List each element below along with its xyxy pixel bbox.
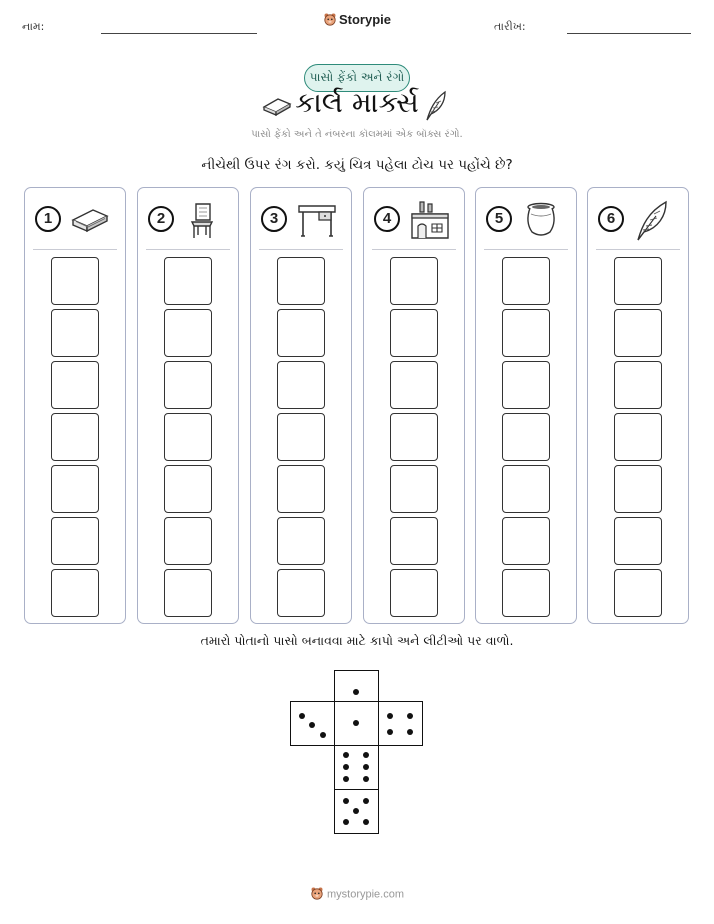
dice-pip — [353, 689, 359, 695]
date-label: તારીખ: — [494, 20, 526, 33]
color-box[interactable] — [51, 257, 99, 305]
dice-face[interactable] — [290, 701, 335, 746]
color-box[interactable] — [390, 517, 438, 565]
dice-face[interactable] — [334, 701, 379, 746]
color-box[interactable] — [277, 517, 325, 565]
color-box[interactable] — [390, 569, 438, 617]
dice-pip — [407, 729, 413, 735]
page-title: કાર્લ માર્ક્સ — [295, 86, 419, 119]
footer — [0, 886, 714, 903]
color-box[interactable] — [277, 413, 325, 461]
dice-pip — [363, 798, 369, 804]
column-header — [476, 200, 576, 246]
color-box[interactable] — [390, 309, 438, 357]
dice-pip — [363, 776, 369, 782]
brand-name: Storypie — [338, 12, 391, 27]
dice-pip — [299, 713, 305, 719]
column-header — [251, 200, 351, 246]
dice-pip — [387, 713, 393, 719]
color-box[interactable] — [502, 257, 550, 305]
color-box[interactable] — [277, 309, 325, 357]
color-box[interactable] — [614, 465, 662, 513]
game-badge: પાસો ફેંકો અને રંગો — [304, 64, 410, 92]
name-line[interactable] — [101, 33, 257, 34]
dice-face[interactable] — [378, 701, 423, 746]
chair-icon — [182, 200, 224, 244]
book-icon — [69, 200, 111, 242]
color-box[interactable] — [51, 569, 99, 617]
color-box[interactable] — [164, 309, 212, 357]
storypie-logo-icon — [310, 886, 324, 903]
column-divider — [259, 249, 343, 250]
column-number: 3 — [261, 206, 287, 232]
color-box[interactable] — [614, 361, 662, 409]
color-box[interactable] — [51, 465, 99, 513]
column-header — [138, 200, 238, 246]
dice-pip — [407, 713, 413, 719]
color-box[interactable] — [502, 309, 550, 357]
color-box[interactable] — [502, 413, 550, 461]
quill-icon — [632, 200, 672, 246]
color-box[interactable] — [502, 361, 550, 409]
column-header — [364, 200, 464, 246]
color-box[interactable] — [390, 413, 438, 461]
column-4 — [363, 187, 465, 624]
color-box[interactable] — [51, 361, 99, 409]
color-box[interactable] — [614, 517, 662, 565]
color-box[interactable] — [502, 517, 550, 565]
column-number: 5 — [486, 206, 512, 232]
instruction: નીચેથી ઉપર રંગ કરો. કયું ચિત્ર પહેલા ટોચ પર પહોંચે છે? — [201, 157, 513, 173]
dice-face[interactable] — [334, 745, 379, 790]
column-divider — [596, 249, 680, 250]
desk-icon — [295, 200, 339, 244]
color-box[interactable] — [164, 413, 212, 461]
quill-icon — [424, 90, 448, 126]
color-box[interactable] — [277, 569, 325, 617]
column-3 — [250, 187, 352, 624]
color-box[interactable] — [277, 465, 325, 513]
color-box[interactable] — [614, 309, 662, 357]
dice-pip — [343, 752, 349, 758]
color-box[interactable] — [390, 361, 438, 409]
cut-instruction: તમારો પોતાનો પાસો બનાવવા માટે કાપો અને લીટીઓ પર વાળો. — [200, 633, 514, 648]
color-box[interactable] — [614, 257, 662, 305]
dice-pip — [363, 752, 369, 758]
column-6 — [587, 187, 689, 624]
dice-pip — [363, 819, 369, 825]
dice-pip — [309, 722, 315, 728]
pot-icon — [520, 200, 562, 244]
dice-pip — [353, 808, 359, 814]
column-number: 4 — [374, 206, 400, 232]
storypie-logo-icon — [323, 12, 337, 29]
color-box[interactable] — [164, 465, 212, 513]
column-divider — [484, 249, 568, 250]
column-divider — [372, 249, 456, 250]
name-label: નામ: — [22, 20, 45, 33]
factory-icon — [408, 200, 452, 244]
column-2 — [137, 187, 239, 624]
color-box[interactable] — [51, 309, 99, 357]
column-number: 2 — [148, 206, 174, 232]
dice-pip — [320, 732, 326, 738]
color-box[interactable] — [502, 465, 550, 513]
color-box[interactable] — [51, 413, 99, 461]
color-box[interactable] — [164, 569, 212, 617]
color-box[interactable] — [390, 257, 438, 305]
column-1 — [24, 187, 126, 624]
dice-pip — [353, 720, 359, 726]
color-box[interactable] — [502, 569, 550, 617]
dice-pip — [343, 798, 349, 804]
color-box[interactable] — [164, 517, 212, 565]
dice-pip — [343, 776, 349, 782]
column-5 — [475, 187, 577, 624]
color-box[interactable] — [390, 465, 438, 513]
color-box[interactable] — [277, 361, 325, 409]
color-box[interactable] — [164, 257, 212, 305]
date-line[interactable] — [567, 33, 691, 34]
column-header — [588, 200, 688, 246]
column-divider — [146, 249, 230, 250]
color-box[interactable] — [277, 257, 325, 305]
dice-pip — [343, 764, 349, 770]
brand — [0, 12, 714, 29]
color-box[interactable] — [51, 517, 99, 565]
dice-face[interactable] — [334, 789, 379, 834]
footer-url: mystorypie.com — [326, 888, 405, 901]
color-box[interactable] — [614, 569, 662, 617]
column-header — [25, 200, 125, 246]
color-box[interactable] — [164, 361, 212, 409]
color-box[interactable] — [614, 413, 662, 461]
column-divider — [33, 249, 117, 250]
dice-pip — [363, 764, 369, 770]
column-number: 1 — [35, 206, 61, 232]
column-number: 6 — [598, 206, 624, 232]
dice-pip — [387, 729, 393, 735]
dice-pip — [343, 819, 349, 825]
subtitle: પાસો ફેંકો અને તે નંબરના કૉલમમાં એક બૉક્સ રંગો. — [251, 129, 463, 140]
